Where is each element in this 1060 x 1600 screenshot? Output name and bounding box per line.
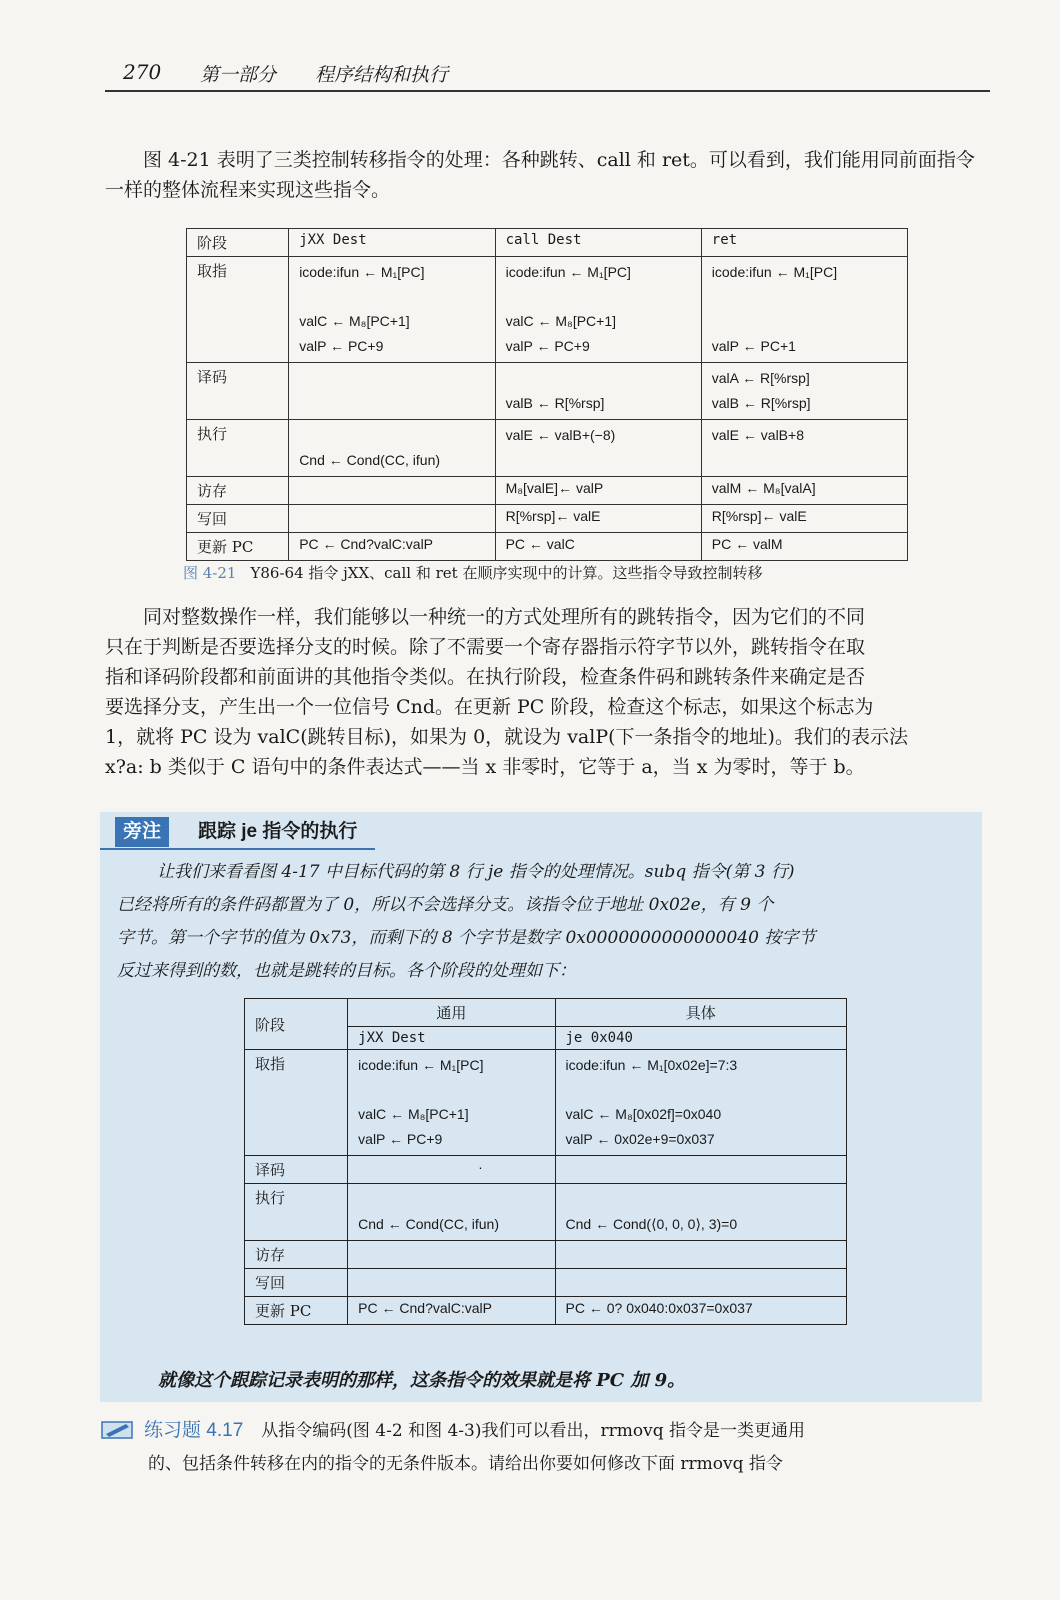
cell-line: valC ← M₈[0x02f]=0x040	[565, 1106, 722, 1122]
cell-call-memory: M₈[valE]← valP	[495, 477, 701, 505]
aside-conclusion: 就像这个跟踪记录表明的那样，这条指令的效果就是将 PC 加 9。	[158, 1370, 686, 1391]
cell-line: valP ← 0x02e+9=0x037	[565, 1131, 715, 1147]
cell-call-writeback: R[%rsp]← valE	[495, 505, 701, 533]
cell-ret-memory: valM ← M₈[valA]	[701, 477, 907, 505]
table-header-row	[187, 229, 908, 257]
cell-line: icode:ifun ← M₁[0x02e]=7:3	[565, 1057, 738, 1073]
figure-4-21-table	[186, 228, 908, 561]
pencil-paper-icon	[100, 1418, 136, 1440]
table-row	[245, 1241, 847, 1269]
cell-call-execute	[495, 420, 701, 477]
aside-title: 跟踪 je 指令的执行	[198, 821, 358, 842]
cell-line: valE ← valB+8	[711, 427, 804, 443]
cell-call-decode	[495, 363, 701, 420]
header-call: call Dest	[495, 229, 701, 257]
aside-tag: 旁注	[115, 817, 169, 847]
cell-line: valE ← valB+(−8)	[505, 427, 616, 443]
cell-ret-pc: PC ← valM	[701, 533, 907, 561]
aside-divider	[100, 848, 375, 850]
cell-jxx-writeback	[289, 505, 495, 533]
cell-generic-decode: ·	[348, 1156, 555, 1184]
intro-paragraph	[105, 145, 990, 205]
cell-specific-pc: PC ← 0? 0x040:0x037=0x037	[555, 1297, 847, 1325]
cell-line	[566, 1078, 837, 1102]
cell-line	[506, 448, 691, 473]
intro-text: 图 4-21 表明了三类控制转移指令的处理：各种跳转、call 和 ret。可以看到，我们能用同前面指令一样的整体流程来实现这些指令。	[105, 149, 975, 201]
part-title: 第一部分	[200, 64, 277, 86]
cell-ret-decode	[701, 363, 907, 420]
cell-call-fetch	[495, 257, 701, 363]
cell-generic-writeback	[348, 1269, 555, 1297]
cell-line: valP ← PC+9	[299, 338, 384, 354]
cell-line	[712, 309, 897, 334]
cell-jxx-fetch	[289, 257, 495, 363]
header-specific: 具体	[555, 999, 847, 1027]
exercise-label: 练习题 4.17	[144, 1420, 244, 1441]
header-stage: 阶段	[187, 229, 289, 257]
cell-line: Cnd ← Cond(CC, ifun)	[358, 1216, 499, 1232]
cell-line: icode:ifun ← M₁[PC]	[711, 264, 838, 280]
aside-line: 字节。第一个字节的值为 0x73，而剩下的 8 个字节是数字 0x0000000000000040 按字节	[117, 928, 816, 948]
cell-line	[506, 366, 691, 391]
cell-line	[299, 285, 484, 309]
cell-jxx-execute	[289, 420, 495, 477]
aside-line: 已经将所有的条件码都置为了 0，所以不会选择分支。该指令位于地址 0x02e，有 9 个	[117, 895, 774, 915]
header-stage: 阶段	[245, 999, 348, 1050]
running-header	[105, 58, 990, 92]
para-line: 同对整数操作一样，我们能够以一种统一的方式处理所有的跳转指令，因为它们的不同	[143, 606, 866, 628]
cell-line	[566, 1187, 837, 1212]
cell-generic-memory	[348, 1241, 555, 1269]
cell-ret-execute	[701, 420, 907, 477]
page-number: 270	[123, 60, 162, 84]
header-generic: 通用	[348, 999, 555, 1027]
exercise-block	[100, 1414, 985, 1481]
subheader-generic: jXX Dest	[348, 1027, 555, 1050]
cell-specific-execute	[555, 1184, 847, 1241]
chapter-title: 程序结构和执行	[315, 64, 449, 86]
cell-line: Cnd ← Cond(CC, ifun)	[299, 452, 441, 468]
exercise-line-1	[100, 1414, 985, 1448]
cell-line: valB ← R[%rsp]	[711, 395, 811, 411]
cell-line	[299, 391, 484, 416]
stage-fetch: 取指	[187, 257, 289, 363]
cell-line	[712, 448, 897, 473]
cell-line: icode:ifun ← M₁[PC]	[358, 1057, 484, 1073]
table-row	[245, 1050, 847, 1156]
cell-line: valA ← R[%rsp]	[711, 370, 810, 386]
exercise-text-2: 的、包括条件转移在内的指令的无条件版本。请给出你要如何修改下面 rrmovq 指令	[148, 1454, 783, 1474]
cell-specific-fetch	[555, 1050, 847, 1156]
body-paragraph	[105, 602, 990, 782]
je-trace-table	[244, 998, 847, 1325]
cell-line	[712, 285, 897, 309]
table-row	[187, 420, 908, 477]
caption-text: Y86-64 指令 jXX、call 和 ret 在顺序实现中的计算。这些指令导致控制转移	[250, 564, 763, 582]
stage-memory: 访存	[245, 1241, 348, 1269]
cell-generic-fetch	[348, 1050, 555, 1156]
table-header-row	[245, 999, 847, 1027]
figure-caption	[183, 562, 762, 583]
para-line: 要选择分支，产生出一个一位信号 Cnd。在更新 PC 阶段，检查这个标志，如果这个标志为	[105, 696, 874, 718]
table-row	[245, 1184, 847, 1241]
cell-specific-memory	[555, 1241, 847, 1269]
para-line: 指和译码阶段都和前面讲的其他指令类似。在执行阶段，检查条件码和跳转条件来确定是否	[105, 666, 866, 688]
cell-line: Cnd ← Cond(⟨0, 0, 0⟩, 3)=0	[565, 1216, 738, 1232]
stage-decode: 译码	[245, 1156, 348, 1184]
table-row	[245, 1297, 847, 1325]
header-ret: ret	[701, 229, 907, 257]
caption-label: 图 4-21	[183, 564, 237, 582]
table-row	[245, 1269, 847, 1297]
cell-line: icode:ifun ← M₁[PC]	[505, 264, 631, 280]
cell-line: valC ← M₈[PC+1]	[505, 313, 617, 329]
cell-call-pc: PC ← valC	[495, 533, 701, 561]
cell-jxx-memory	[289, 477, 495, 505]
cell-line: valC ← M₈[PC+1]	[299, 313, 410, 329]
cell-line	[299, 423, 484, 448]
stage-writeback: 写回	[245, 1269, 348, 1297]
cell-generic-execute	[348, 1184, 555, 1241]
stage-execute: 执行	[187, 420, 289, 477]
para-line: x?a: b 类似于 C 语句中的条件表达式——当 x 非零时，它等于 a，当 x 为零时，等于 b。	[105, 756, 865, 778]
table-row	[187, 477, 908, 505]
cell-generic-pc: PC ← Cnd?valC:valP	[348, 1297, 555, 1325]
table-row	[187, 505, 908, 533]
cell-jxx-pc: PC ← Cnd?valC:valP	[289, 533, 495, 561]
stage-writeback: 写回	[187, 505, 289, 533]
stage-execute: 执行	[245, 1184, 348, 1241]
cell-line	[506, 285, 691, 309]
subheader-specific: je 0x040	[555, 1027, 847, 1050]
cell-specific-decode	[555, 1156, 847, 1184]
stage-fetch: 取指	[245, 1050, 348, 1156]
cell-ret-writeback: R[%rsp]← valE	[701, 505, 907, 533]
cell-jxx-decode	[289, 363, 495, 420]
aside-text	[117, 856, 975, 988]
table-row	[245, 1156, 847, 1184]
aside-line: 反过来得到的数，也就是跳转的目标。各个阶段的处理如下：	[117, 961, 576, 981]
aside-line: 让我们来看看图 4-17 中目标代码的第 8 行 je 指令的处理情况。subq 指令(第 3 行)	[157, 862, 795, 882]
cell-line: valB ← R[%rsp]	[505, 395, 605, 411]
stage-update-pc: 更新 PC	[245, 1297, 348, 1325]
cell-line: valP ← PC+1	[711, 338, 796, 354]
cell-line: valP ← PC+9	[505, 338, 590, 354]
cell-line: icode:ifun ← M₁[PC]	[299, 264, 425, 280]
para-line: 1，就将 PC 设为 valC(跳转目标)，如果为 0，就设为 valP(下一条指令的地址)。我们的表示法	[105, 726, 908, 748]
table-row	[187, 533, 908, 561]
cell-line: valP ← PC+9	[358, 1131, 443, 1147]
para-line: 只在于判断是否要选择分支的时候。除了不需要一个寄存器指示符字节以外，跳转指令在取	[105, 636, 866, 658]
stage-decode: 译码	[187, 363, 289, 420]
header-jxx: jXX Dest	[289, 229, 495, 257]
cell-line: valC ← M₈[PC+1]	[358, 1106, 469, 1122]
table-row	[187, 257, 908, 363]
cell-line	[299, 366, 484, 391]
cell-ret-fetch	[701, 257, 907, 363]
cell-line	[358, 1078, 544, 1102]
stage-update-pc: 更新 PC	[187, 533, 289, 561]
exercise-text-1: 从指令编码(图 4-2 和图 4-3)我们可以看出，rrmovq 指令是一类更通用	[261, 1421, 805, 1441]
cell-specific-writeback	[555, 1269, 847, 1297]
stage-memory: 访存	[187, 477, 289, 505]
cell-line	[358, 1187, 544, 1212]
table-row	[187, 363, 908, 420]
